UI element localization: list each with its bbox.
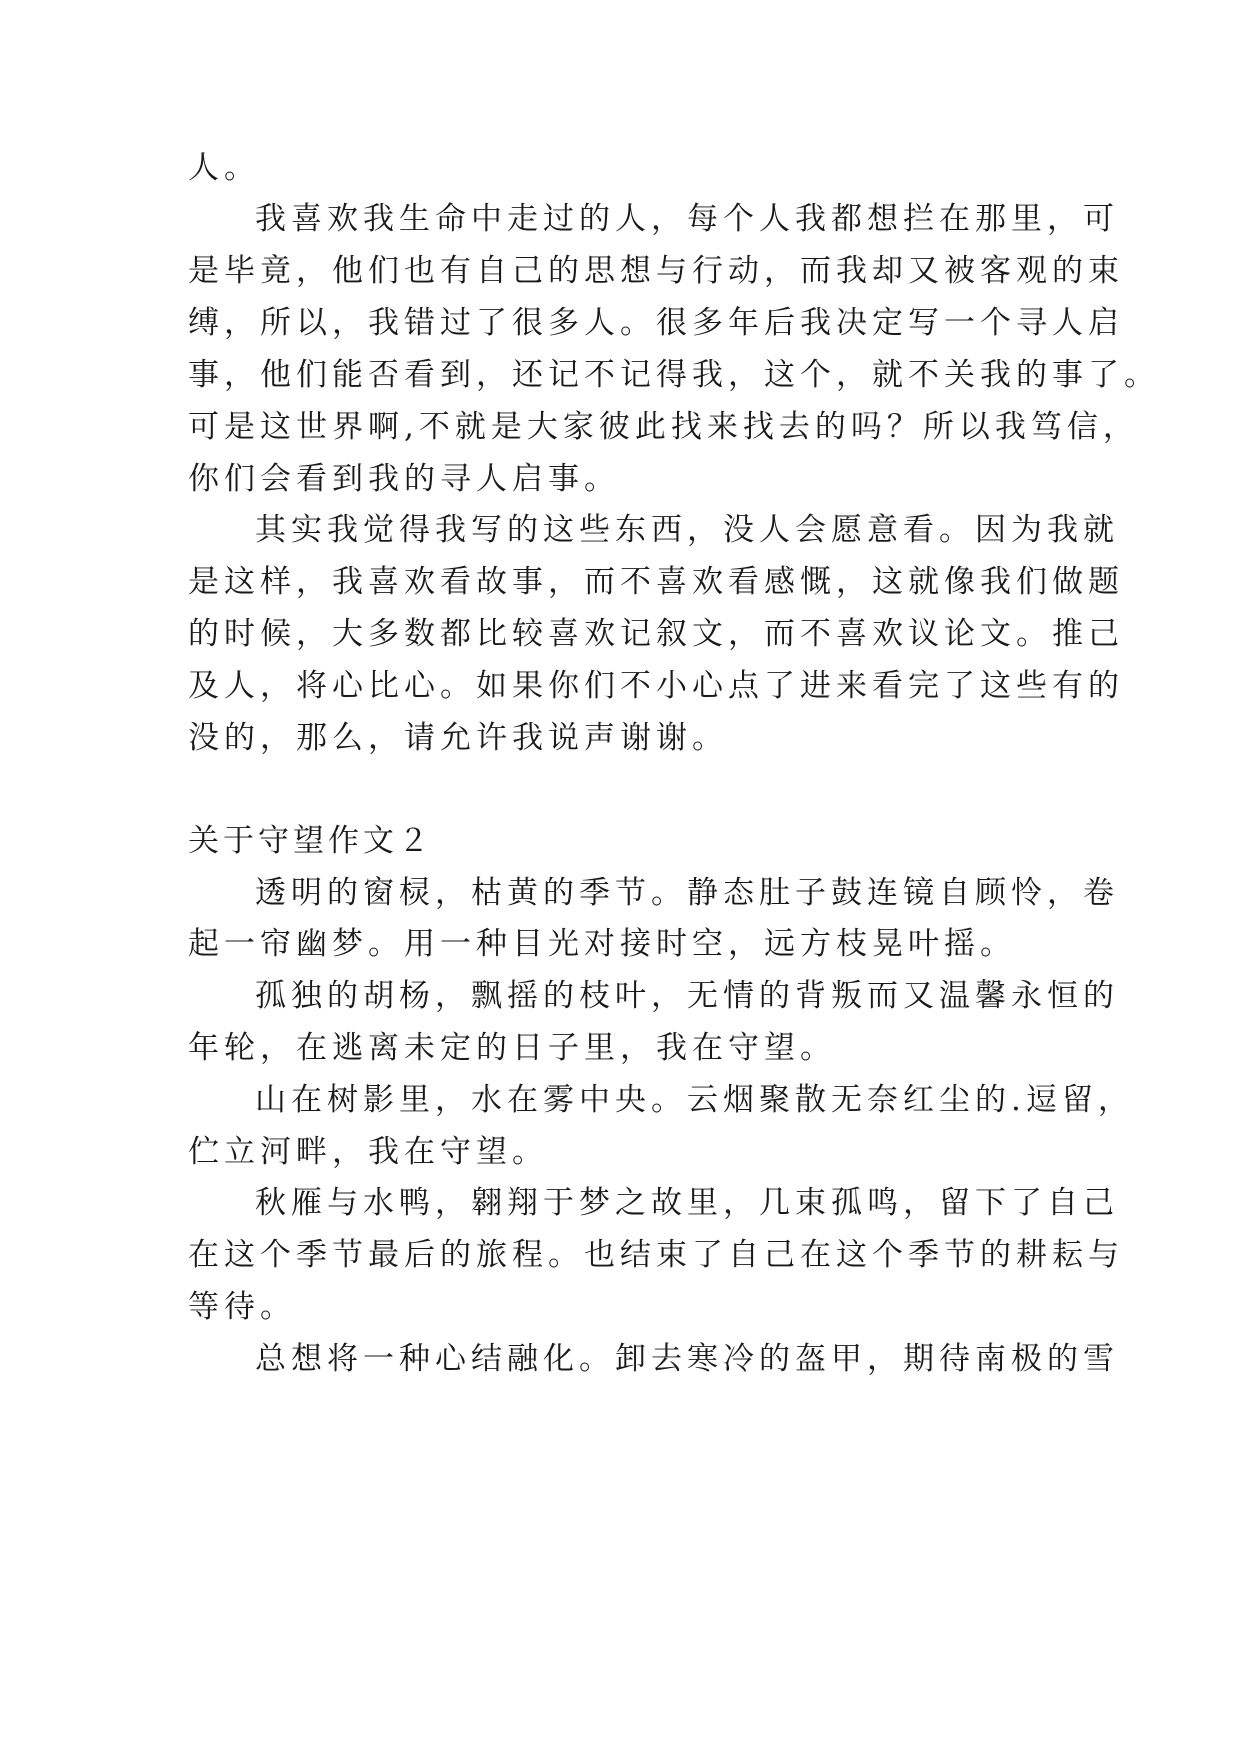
paragraph-line: 是毕竟，他们也有自己的思想与行动，而我却又被客观的束 <box>188 253 1124 289</box>
paragraph-line: 我喜欢我生命中走过的人，每个人我都想拦在那里，可 <box>255 201 1119 237</box>
paragraph-line: 在这个季节最后的旅程。也结束了自己在这个季节的耕耘与 <box>188 1237 1124 1273</box>
paragraph-line: 山在树影里，水在雾中央。云烟聚散无奈红尘的.逗留， <box>255 1082 1134 1118</box>
paragraph-line: 事，他们能否看到，还记不记得我，这个，就不关我的事了。 <box>188 357 1160 393</box>
paragraph-line: 可是这世界啊,不就是大家彼此找来找去的吗？所以我笃信， <box>188 409 1139 445</box>
paragraph-line: 孤独的胡杨，飘摇的枝叶，无情的背叛而又温馨永恒的 <box>255 978 1119 1014</box>
paragraph-line: 等待。 <box>188 1289 296 1325</box>
section-heading: 关于守望作文２ <box>188 823 433 859</box>
paragraph-line: 起一帘幽梦。用一种目光对接时空，远方枝晃叶摇。 <box>188 926 1016 962</box>
paragraph-line: 年轮，在逃离未定的日子里，我在守望。 <box>188 1030 836 1066</box>
paragraph-line: 人。 <box>188 150 260 186</box>
paragraph-line: 秋雁与水鸭，翱翔于梦之故里，几束孤鸣，留下了自己 <box>255 1185 1119 1221</box>
paragraph-line: 你们会看到我的寻人启事。 <box>188 461 620 497</box>
paragraph-line: 及人，将心比心。如果你们不小心点了进来看完了这些有的 <box>188 668 1124 704</box>
paragraph-line: 是这样，我喜欢看故事，而不喜欢看感慨，这就像我们做题 <box>188 564 1124 600</box>
paragraph-line: 没的，那么，请允许我说声谢谢。 <box>188 720 728 756</box>
paragraph-line: 透明的窗棂，枯黄的季节。静态肚子鼓连镜自顾怜，卷 <box>255 875 1119 911</box>
paragraph-line: 其实我觉得我写的这些东西，没人会愿意看。因为我就 <box>255 512 1119 548</box>
paragraph-line: 缚，所以，我错过了很多人。很多年后我决定写一个寻人启 <box>188 305 1124 341</box>
paragraph-line: 的时候，大多数都比较喜欢记叙文，而不喜欢议论文。推己 <box>188 616 1124 652</box>
paragraph-line: 伫立河畔，我在守望。 <box>188 1134 548 1170</box>
paragraph-line: 总想将一种心结融化。卸去寒冷的盔甲，期待南极的雪 <box>255 1341 1119 1377</box>
